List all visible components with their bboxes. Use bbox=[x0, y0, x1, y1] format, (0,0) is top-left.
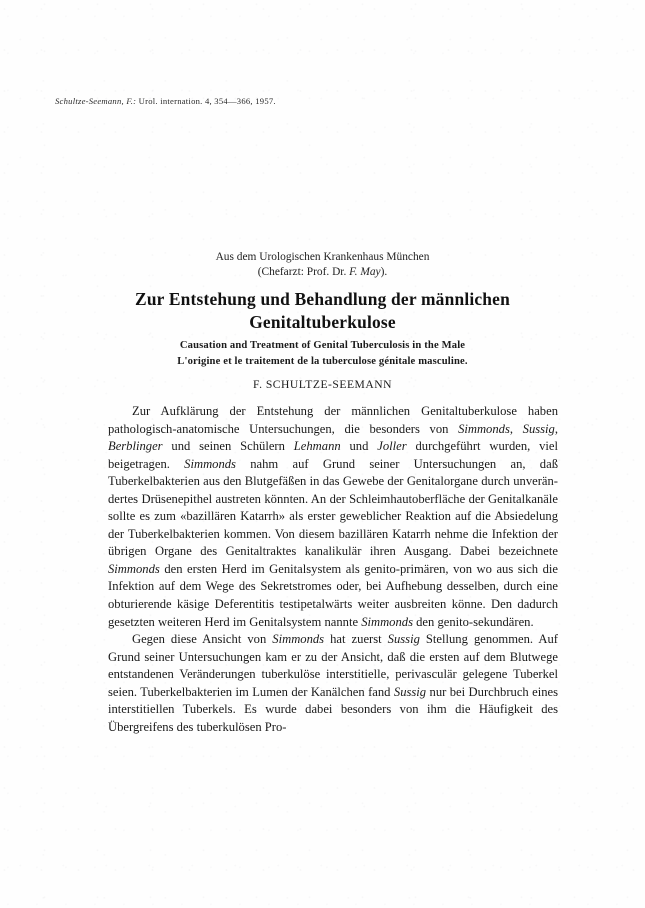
paragraph: Zur Aufklärung der Entstehung der männlichen Genitaltuberkulose haben pathologisch-anatomische Untersuchungen, die besonders von Simmonds, Sussig, Berblinger und seinen Schülern Lehmann und Joller durchgeführt wurden, viel beigetragen. Simmonds nahm auf Grund seiner Untersuchungen an, daß Tuberkelbakterien aus den Blutgefäßen in das Gewebe der Genitalorgane durch unverändertes Drüsenepithel austreten könnten. An der Schleimhautoberfläche der Genitalkanäle sollte es zum «bazillären Katarrh» als erster geweblicher Reaktion auf die Absiedelung der Tuberkelbakterien kommen. Von diesem bazillären Katarrh nehme die Infektion der übrigen Organe des Genitaltraktes kanalikulär ihren Ausgang. Dabei bezeichnete Simmonds den ersten Herd im Genitalsystem als genito-primären, von wo aus sich die Infektion auf dem Wege des Sekretstromes oder, bei Aufhebung desselben, durch eine obturierende käsige Deferentitis testipetalwärts weiter ausbreiten könne. Den dadurch gesetzten weiteren Herd im Genitalsystem nannte Simmonds den genito-sekundären. bbox=[108, 404, 559, 629]
title-line-1: Zur Entstehung und Behandlung der männlichen bbox=[135, 289, 510, 309]
cited-author-name: Simmonds bbox=[361, 614, 413, 629]
cited-author-name: Simmonds bbox=[272, 632, 325, 647]
cited-author-name: Sussig bbox=[393, 684, 427, 699]
cited-author-name: Lehmann bbox=[293, 439, 341, 454]
cited-author-name: Berblinger bbox=[108, 439, 163, 454]
affiliation-head-name: F. May bbox=[349, 266, 381, 278]
running-head-author: Schultze-Seemann, F.: bbox=[55, 96, 137, 106]
cited-author-name: Sussig bbox=[387, 632, 420, 647]
running-head-citation: Urol. internation. 4, 354—366, 1957. bbox=[138, 96, 276, 106]
translated-titles bbox=[0, 338, 645, 369]
affiliation-head-prefix: (Chefarzt: Prof. Dr. bbox=[257, 266, 350, 278]
cited-author-name: Sussig bbox=[522, 421, 555, 436]
title-line-2: Genitaltuberkulose bbox=[249, 312, 396, 332]
paragraph: Gegen diese Ansicht von Simmonds hat zuerst Sussig Stellung genommen. Auf Grund seiner Untersuchungen kam er zu der Ansicht, daß die ersten auf dem Blutwege entstandenen Veränderungen tuberkulöse interstitielle, perivasculär gelegene Tuberkel seien. Tuberkelbakterien im Lumen der Kanälchen fand Sussig nur bei Durchbruch eines interstitiellen Tuberkels. Es wurde dabei besonders von ihm die Häufigkeit des Übergreifens des tuberkulösen Pro- bbox=[108, 632, 559, 734]
affiliation bbox=[0, 250, 645, 280]
cited-author-name: Simmonds bbox=[184, 456, 236, 471]
title-english: Causation and Treatment of Genital Tuberculosis in the Male bbox=[179, 340, 466, 351]
title-french: L'origine et le traitement de la tuberculose génitale masculine. bbox=[177, 355, 468, 367]
byline-author: F. SCHULTZE-SEEMANN bbox=[253, 378, 392, 391]
affiliation-head-suffix: ). bbox=[380, 266, 388, 278]
page-title bbox=[0, 288, 645, 334]
body-text bbox=[108, 403, 558, 736]
affiliation-institution: Aus dem Urologischen Krankenhaus München bbox=[215, 251, 430, 263]
running-head bbox=[55, 96, 276, 106]
cited-author-name: Joller bbox=[377, 439, 407, 454]
cited-author-name: Simmonds bbox=[108, 561, 160, 576]
affiliation-head bbox=[0, 265, 645, 280]
cited-author-name: Simmonds bbox=[458, 421, 510, 436]
